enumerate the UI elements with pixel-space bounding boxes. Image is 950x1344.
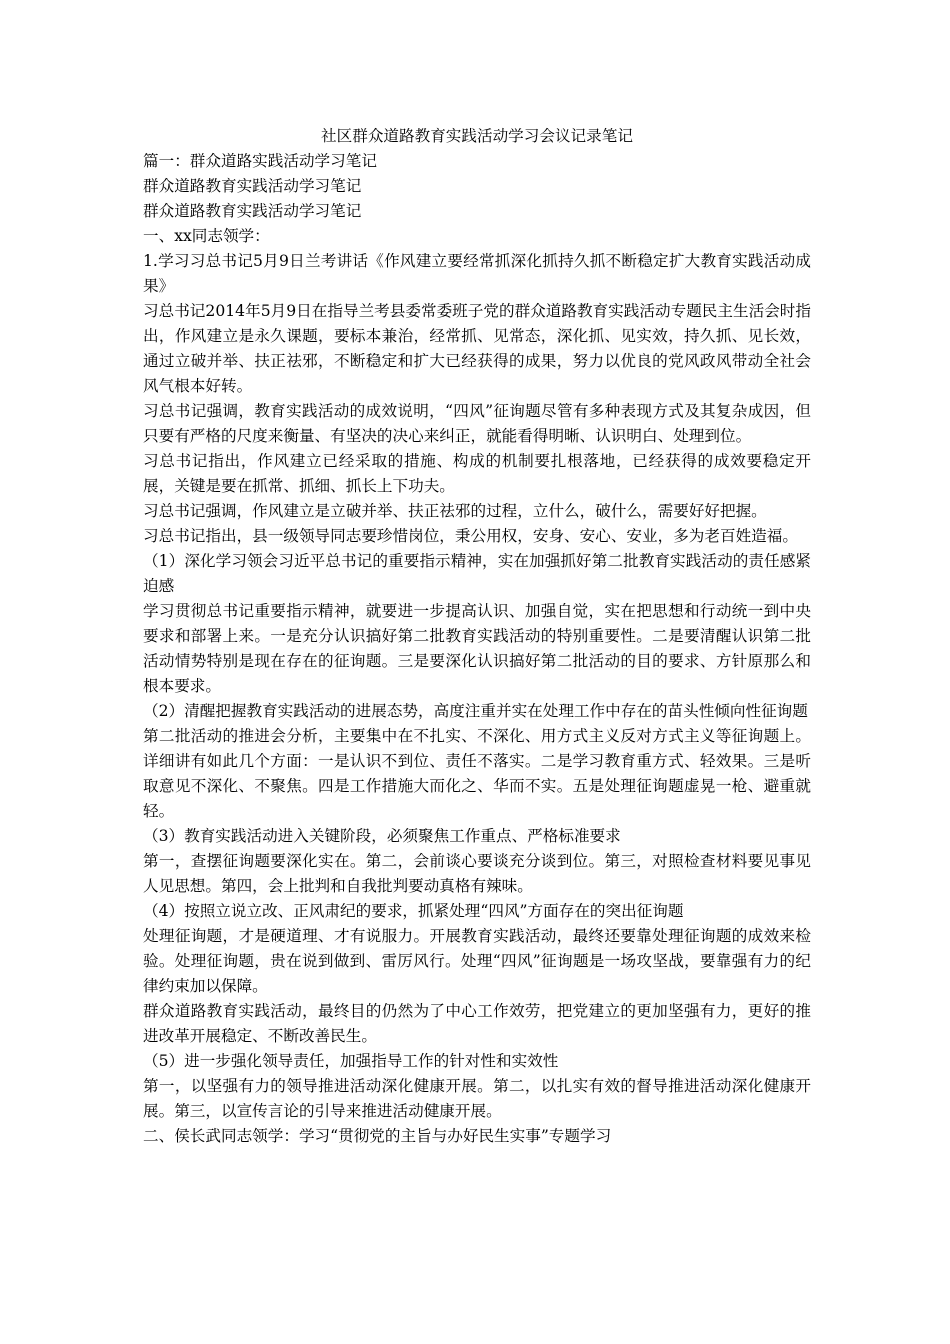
paragraph: 习总书记强调，教育实践活动的成效说明，“四风”征询题尽管有多种表现方式及其复杂成因，但只要有严格的尺度来衡量、有坚决的决心来纠正，就能看得明晰、认识明白、处理到位。 xyxy=(143,402,811,445)
paragraph: 学习贯彻总书记重要指示精神，就要进一步提高认识、加强自觉，实在把思想和行动统一到中央要求和部署上来。一是充分认识搞好第二批教育实践活动的特别重要性。二是要清醒认识第二批活动情势特别是现在存在的征询题。三是要深化认识搞好第二批活动的目的要求、方针原那么和根本要求。 xyxy=(143,602,811,695)
paragraph: 习总书记指出，县一级领导同志要珍惜岗位，秉公用权，安身、安心、安业，多为老百姓造福。 xyxy=(143,527,798,545)
paragraph: 群众道路教育实践活动学习笔记 xyxy=(143,202,362,220)
paragraph: 习总书记强调，作风建立是立破并举、扶正祛邪的过程，立什么，破什么，需要好好把握。 xyxy=(143,502,767,520)
paragraph: 1.学习习总书记5月9日兰考讲话《作风建立要经常抓深化抓持久抓不断稳定扩大教育实践活动成果》 xyxy=(143,252,811,295)
paragraph: 习总书记2014年5月9日在指导兰考县委常委班子党的群众道路教育实践活动专题民主生活会时指出，作风建立是永久课题，要标本兼治，经常抓、见常态，深化抓、见实效，持久抓、见长效，通过立破并举、扶正祛邪，不断稳定和扩大已经获得的成果，努力以优良的党风政风带动全社会风气根本好转。 xyxy=(143,302,811,395)
document-title: 社区群众道路教育实践活动学习会议记录笔记 xyxy=(321,127,633,145)
paragraph: （2）清醒把握教育实践活动的进展态势，高度注重并实在处理工作中存在的苗头性倾向性征询题 xyxy=(143,702,808,720)
paragraph: 群众道路教育实践活动学习笔记 xyxy=(143,177,362,195)
paragraph: 一、xx同志领学： xyxy=(143,227,270,245)
paragraph: （3）教育实践活动进入关键阶段，必须聚焦工作重点、严格标准要求 xyxy=(143,827,621,845)
paragraph: 处理征询题，才是硬道理、才有说服力。开展教育实践活动，最终还要靠处理征询题的成效来检验。处理征询题，贵在说到做到、雷厉风行。处理“四风”征询题是一场攻坚战，要靠强有力的纪律约束加以保障。 xyxy=(143,927,811,995)
paragraph: （4）按照立说立改、正风肃纪的要求，抓紧处理“四风”方面存在的突出征询题 xyxy=(143,902,684,920)
document-body xyxy=(143,124,811,1149)
paragraph: 第一，以坚强有力的领导推进活动深化健康开展。第二，以扎实有效的督导推进活动深化健康开展。第三，以宣传言论的引导来推进活动健康开展。 xyxy=(143,1077,811,1120)
paragraph: （5）进一步强化领导责任，加强指导工作的针对性和实效性 xyxy=(143,1052,559,1070)
paragraph: 二、侯长武同志领学：学习“贯彻党的主旨与办好民生实事”专题学习 xyxy=(143,1127,612,1145)
paragraph: 篇一：群众道路实践活动学习笔记 xyxy=(143,152,377,170)
paragraph: 习总书记指出，作风建立已经采取的措施、构成的机制要扎根落地，已经获得的成效要稳定开展，关键是要在抓常、抓细、抓长上下功夫。 xyxy=(143,452,811,495)
paragraph: （1）深化学习领会习近平总书记的重要指示精神，实在加强抓好第二批教育实践活动的责任感紧迫感 xyxy=(143,552,811,595)
paragraph: 第二批活动的推进会分析，主要集中在不扎实、不深化、用方式主义反对方式主义等征询题上。详细讲有如此几个方面：一是认识不到位、责任不落实。二是学习教育重方式、轻效果。三是听取意见不深化、不聚焦。四是工作措施大而化之、华而不实。五是处理征询题虚晃一枪、避重就轻。 xyxy=(143,727,811,820)
paragraph: 群众道路教育实践活动，最终目的仍然为了中心工作效劳，把党建立的更加坚强有力，更好的推进改革开展稳定、不断改善民生。 xyxy=(143,1002,811,1045)
paragraph: 第一，查摆征询题要深化实在。第二，会前谈心要谈充分谈到位。第三，对照检查材料要见事见人见思想。第四，会上批判和自我批判要动真格有辣味。 xyxy=(143,852,811,895)
